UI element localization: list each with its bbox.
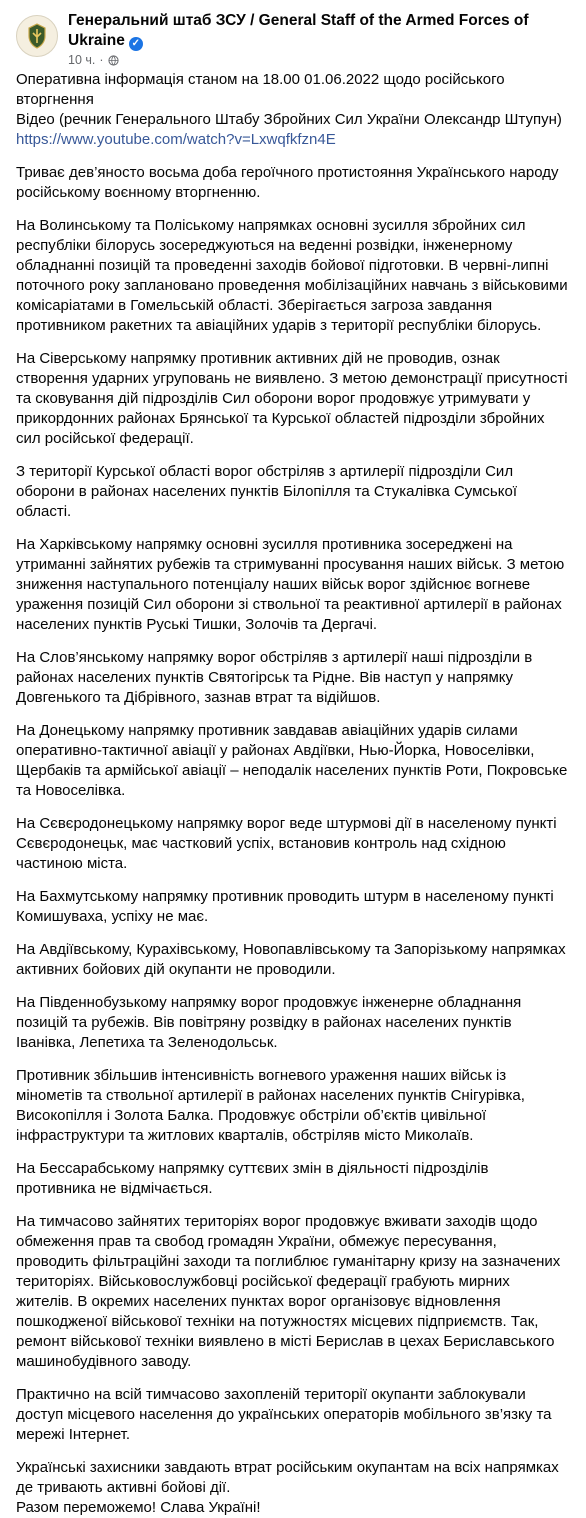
paragraph: На Бахмутському напрямку противник проводить штурм в населеному пункті Комишуваха, успіху не має. — [16, 888, 554, 925]
paragraph: Триває дев’яносто восьма доба героїчного протистояння Українського народу російському воєнному вторгненню. — [16, 164, 559, 201]
coat-of-arms-icon — [23, 22, 51, 50]
globe-icon — [108, 55, 119, 66]
paragraph: На Волинському та Поліському напрямках основні зусилля збройних сил республіки білорусь зосереджуються на веденні розвідки, інженерному обладнанні позицій та проведенні заходів бойової підготовки. В червні-липні поточного року заплановано проведення мобілізаційних навчань з військовими комісаріатами в Гомельській області. Зберігається загроза завдання противником ракетних та авіаційних ударів з території республіки білорусь. — [16, 217, 568, 334]
paragraph: На Донецькому напрямку противник завдавав авіаційних ударів силами оперативно-тактичної авіації у районах Авдіївки, Нью-Йорка, Новоселівки, Щербаків та армійської авіації – неподалік населених пунктів Роти, Покровське та Новоселівка. — [16, 722, 568, 799]
verified-badge-icon: ✓ — [129, 37, 143, 51]
page-name[interactable]: Генеральний штаб ЗСУ / General Staff of the Armed Forces of Ukraine — [68, 12, 529, 49]
page-name-link[interactable] — [68, 11, 548, 51]
paragraph: З території Курської області ворог обстріляв з артилерії підрозділи Сил оборони в районах населених пунктів Білопілля та Стукалівка Сумської області. — [16, 463, 517, 520]
paragraph: На Південнобузькому напрямку ворог продовжує інженерне обладнання позицій та рубежів. Вів повітряну розвідку в районах населених пунктів Іванівка, Лепетиха та Зеленодольськ. — [16, 994, 522, 1051]
post-meta: 10 ч. · — [68, 53, 548, 67]
post-header — [16, 0, 569, 70]
paragraph: На тимчасово зайнятих територіях ворог продовжує вживати заходів щодо обмеження прав та свобод громадян України, обмежує пересування, проводить фільтраційні заходи та поглиблює гуманітарну кризу на зазначених територіях. Військовослужбовці російської федерації грабують мирних жителів. В окремих населених пунктах ворог організовує відновлення пошкодженої військової техніки на потужностях місцевих підприємств. Так, ремонт військової техніки виявлено в місті Берислав в цехах Бериславського машинобудівного заводу. — [16, 1213, 561, 1370]
post-timestamp[interactable]: 10 ч. — [68, 53, 96, 67]
paragraph: На Авдіївському, Курахівському, Новопавлівському та Запорізькому напрямках активних бойових дій окупанти не проводили. — [16, 941, 566, 978]
post-body — [16, 70, 569, 1518]
post-intro — [16, 70, 569, 150]
paragraph: На Сіверському напрямку противник активних дій не проводив, ознак створення ударних угруповань не виявлено. З метою демонстрації присутності та сковування дій підрозділів Сил оборони ворог продовжує утримувати у прикордонних районах Брянської та Курської областей підрозділи збройних сил російської федерації. — [16, 350, 568, 447]
intro-line: Оперативна інформація станом на 18.00 01.06.2022 щодо російського вторгнення — [16, 71, 505, 108]
paragraph: Противник збільшив інтенсивність вогневого ураження наших військ із мінометів та ствольної артилерії в районах населених пунктів Снігурівка, Високопілля і Золота Балка. Продовжує обстріли об’єктів цивільної інфраструктури та житлових кварталів, обстріляв місто Миколаїв. — [16, 1067, 525, 1144]
paragraph: На Бессарабському напрямку суттєвих змін в діяльності підрозділів противника не відмічається. — [16, 1160, 489, 1197]
paragraph: На Харківському напрямку основні зусилля противника зосереджені на утриманні зайнятих рубежів та стримуванні просування наших військ. З метою зниження наступального потенціалу наших військ ворог здійснює вогневе ураження позицій Сил оборони зі ствольної та реактивної артилерії в районах населених пунктів Руські Тишки, Золочів та Дергачі. — [16, 536, 565, 633]
paragraph: Практично на всій тимчасово захопленій території окупанти заблокували доступ місцевого населення до українських операторів мобільного зв’язку та мережі Інтернет. — [16, 1386, 552, 1443]
paragraph: На Слов’янському напрямку ворог обстріляв з артилерії наші підрозділи в районах населених пунктів Святогірськ та Рідне. Вів наступ у напрямку Довгенького та Дібрівного, зазнав втрат та відійшов. — [16, 649, 533, 706]
closing-slogan: Разом переможемо! Слава Україні! — [16, 1499, 261, 1516]
post-closing — [16, 1458, 569, 1518]
closing-line: Українські захисники завдають втрат російським окупантам на всіх напрямках де тривають активні бойові дії. — [16, 1459, 559, 1496]
page-avatar[interactable] — [16, 15, 58, 57]
paragraph: На Сєвєродонецькому напрямку ворог веде штурмові дії в населеному пункті Сєвєродонецьк, має частковий успіх, встановив контроль над східною частиною міста. — [16, 815, 557, 872]
video-credit-line: Відео (речник Генерального Штабу Збройних Сил України Олександр Штупун) — [16, 111, 562, 128]
youtube-link[interactable]: https://www.youtube.com/watch?v=Lxwqfkfzn4E — [16, 131, 336, 148]
